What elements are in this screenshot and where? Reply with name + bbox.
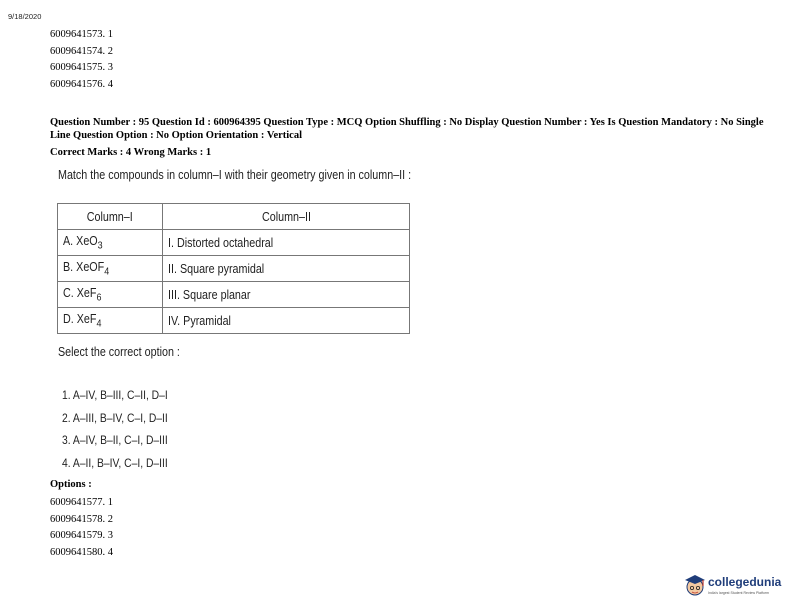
top-option-list	[50, 27, 113, 93]
geometry-cell: III. Square planar	[163, 282, 410, 308]
answer-choices	[62, 384, 168, 474]
logo-wordmark: collegedunia	[708, 575, 782, 589]
table-row	[58, 256, 410, 282]
option-id: 6009641579. 3	[50, 530, 113, 541]
option-id: 6009641574. 2	[50, 45, 113, 57]
table-row	[58, 308, 410, 334]
table-row	[58, 282, 410, 308]
column-1-header: Column–I	[58, 204, 163, 230]
option-id: 6009641578. 2	[50, 513, 113, 525]
graduation-cap-icon	[684, 574, 706, 596]
geometry-cell: II. Square pyramidal	[163, 256, 410, 282]
answer-choice: 2. A–III, B–IV, C–I, D–II	[62, 410, 168, 425]
logo-tagline: India's largest Student Review Platform	[708, 591, 769, 595]
answer-choice: 4. A–II, B–IV, C–I, D–III	[62, 455, 168, 470]
page-date: 9/18/2020	[8, 12, 42, 21]
question-text: Match the compounds in column–I with their geometry given in column–II :	[58, 168, 412, 182]
column-2-header: Column–II	[163, 204, 410, 230]
instruction-text: Select the correct option :	[58, 345, 180, 359]
match-table	[57, 203, 410, 334]
options-label: Options :	[50, 479, 92, 490]
option-id: 6009641576. 4	[50, 78, 113, 90]
geometry-cell: I. Distorted octahedral	[163, 230, 410, 256]
question-marks: Correct Marks : 4 Wrong Marks : 1	[50, 147, 212, 158]
option-id: 6009641577. 1	[50, 497, 113, 508]
option-id: 6009641580. 4	[50, 546, 113, 558]
answer-choice: 3. A–IV, B–II, C–I, D–III	[62, 433, 168, 447]
question-meta: Question Number : 95 Question Id : 600964395 Question Type : MCQ Option Shuffling : No Display Question Number : Yes Is Question Mandatory : No Single Line Question Option : No Option Orientation : Vertical	[50, 117, 764, 141]
compound-cell: A. XeO$_3$	[58, 230, 163, 256]
table-header-row	[58, 204, 410, 230]
geometry-cell: IV. Pyramidal	[163, 308, 410, 334]
answer-choice: 1. A–IV, B–III, C–II, D–I	[62, 388, 168, 402]
compound-cell: C. XeF$_6$	[58, 282, 163, 308]
bottom-option-list	[50, 495, 113, 561]
collegedunia-logo	[684, 572, 784, 602]
compound-cell: D. XeF$_4$	[58, 308, 163, 334]
compound-cell: B. XeOF$_4$	[58, 256, 163, 282]
table-row	[58, 230, 410, 256]
option-id: 6009641573. 1	[50, 29, 113, 40]
option-id: 6009641575. 3	[50, 62, 113, 73]
